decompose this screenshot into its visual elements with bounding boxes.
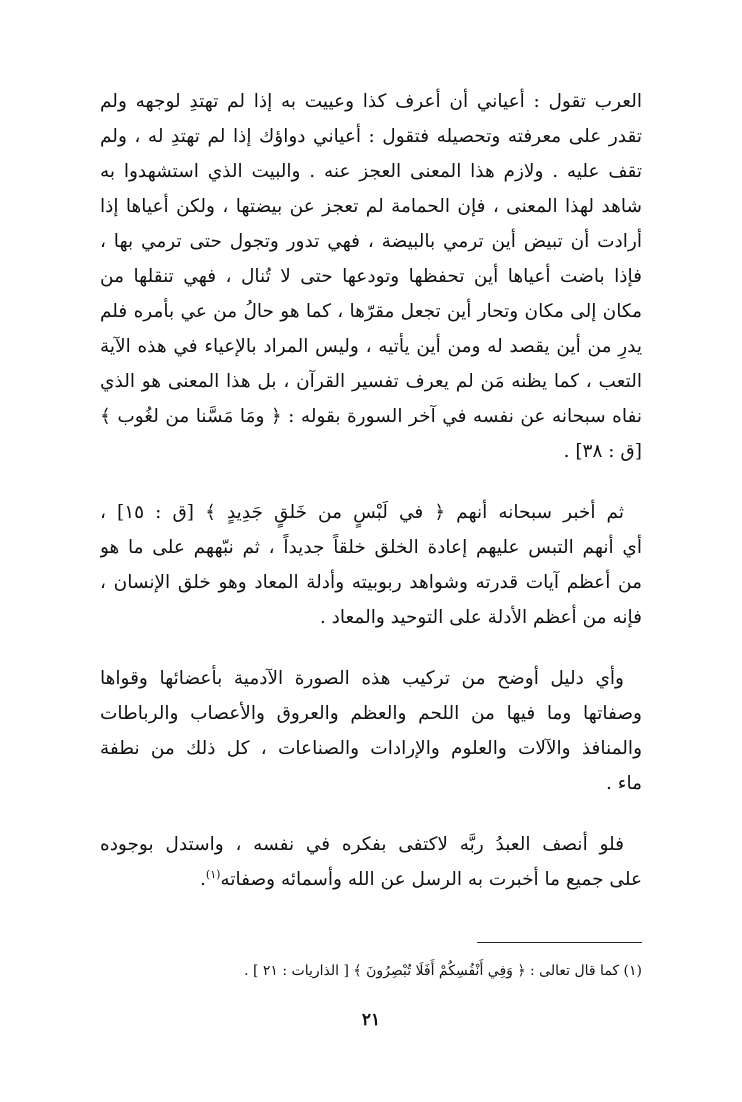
text-line: العرب تقول : أعياني أن أعرف كذا وعييت به إذا لم تهتدِ لوجهه ولم: [100, 91, 642, 112]
text-line: ماء .: [605, 773, 642, 794]
text-line: فإذا باضت أعياها أين تحفظها وتودعها حتى لا تُنال ، فهي تنقلها من: [100, 266, 642, 287]
text-line: تقف عليه . ولازم هذا المعنى العجز عنه . والبيت الذي استشهدوا به: [100, 161, 642, 182]
text-line: وصفاتها وما فيها من اللحم والعظم والعروق والأعصاب والرباطات: [100, 703, 642, 724]
footnote-marker: (١): [205, 867, 221, 881]
text-line: ثم أخبر سبحانه أنهم ﴿ في لَبْسٍ من خَلقٍ جَدِيدٍ ﴾ [ق : ١٥] ،: [100, 502, 624, 523]
text-line: التعب ، كما يظنه مَن لم يعرف تفسير القرآن ، بل هذا المعنى هو الذي: [100, 371, 642, 392]
footnote-divider: [477, 942, 642, 943]
paragraph-1: [100, 84, 642, 469]
text-line: أرادت أن تبيض أين ترمي بالبيضة ، فهي تدور وتجول حتى ترمي بها ،: [100, 231, 642, 252]
sentence-end: .: [200, 869, 206, 890]
text-line: أي أنهم التبس عليهم إعادة الخلق خلقاً جديداً ، ثم نبّههم على ما هو: [100, 537, 642, 558]
text-line: والمنافذ والآلات والعلوم والإرادات والصناعات ، كل ذلك من نطفة: [100, 738, 642, 759]
text-line: وأي دليل أوضح من تركيب هذه الصورة الآدمية بأعضائها وقواها: [100, 668, 624, 689]
text-line: [100, 862, 642, 897]
text-line: [ق : ٣٨] .: [563, 441, 642, 462]
footnote: (١) كما قال تعالى : ﴿ وَفِي أَنْفُسِكُمْ أَفَلَا تُبْصِرُونَ ﴾ [ الذاريات : ٢١ ] .: [244, 963, 642, 979]
text-line: فلو أنصف العبدُ ربَّه لاكتفى بفكره في نفسه ، واستدل بوجوده: [100, 834, 624, 855]
text-line: يدرِ من أين يقصد له ومن أين يأتيه ، وليس المراد بالإعياء في هذه الآية: [100, 336, 642, 357]
text-line-content: على جميع ما أخبرت به الرسل عن الله وأسمائه وصفاته: [220, 869, 642, 890]
paragraph-3: [100, 661, 642, 801]
page-number: ٢١: [361, 1010, 381, 1030]
paragraph-2: [100, 495, 642, 635]
text-line: شاهد لهذا المعنى ، فإن الحمامة لم تعجز عن بيضتها ، ولكن أعياها إذا: [100, 196, 642, 217]
text-line: من أعظم آيات قدرته وشواهد ربوبيته وأدلة المعاد وهو خلق الإنسان ،: [100, 572, 642, 593]
text-line: تقدر على معرفته وتحصيله فتقول : أعياني دواؤك إذا لم تهتدِ له ، ولم: [100, 126, 642, 147]
text-line: نفاه سبحانه عن نفسه في آخر السورة بقوله : ﴿ ومَا مَسَّنا من لغُوب ﴾: [100, 406, 642, 427]
text-line: مكان إلى مكان وتحار أين تجعل مقرّها ، كما هو حالُ من عي بأمره فلم: [100, 301, 642, 322]
text-line: فإنه من أعظم الأدلة على التوحيد والمعاد .: [319, 607, 642, 628]
paragraph-4: [100, 827, 642, 897]
body-text: [100, 84, 642, 897]
